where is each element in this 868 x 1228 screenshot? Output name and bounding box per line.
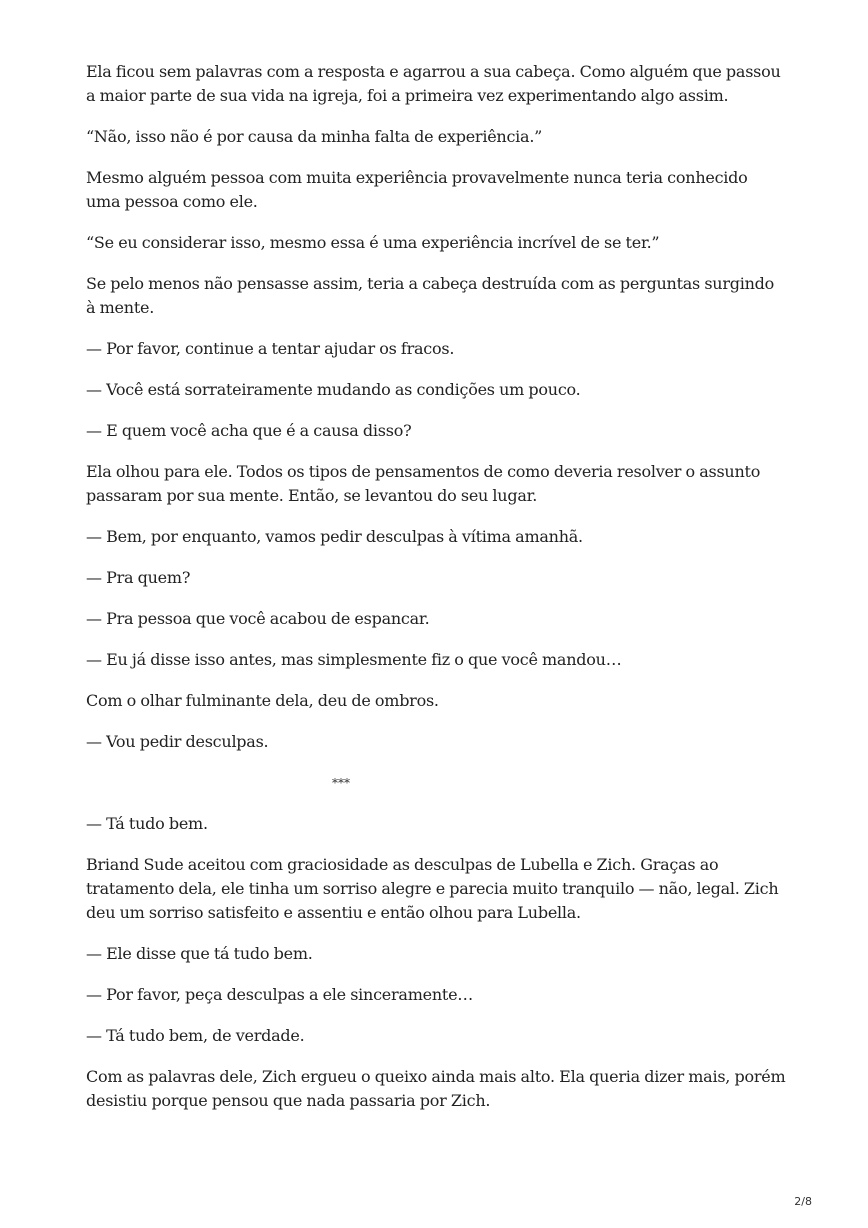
page-number: 2/8 (794, 1195, 812, 1208)
paragraph: — Bem, por enquanto, vamos pedir desculpas à vítima amanhã. (86, 527, 583, 546)
paragraph: — Eu já disse isso antes, mas simplesmente fiz o que você mandou… (86, 650, 622, 669)
paragraph: — Pra quem? (86, 568, 191, 587)
paragraph: — Tá tudo bem, de verdade. (86, 1026, 305, 1045)
paragraph: — Pra pessoa que você acabou de espancar. (86, 609, 430, 628)
paragraph: — Você está sorrateiramente mudando as condições um pouco. (86, 380, 581, 399)
paragraph: — Por favor, peça desculpas a ele sinceramente… (86, 985, 474, 1004)
paragraph: Mesmo alguém pessoa com muita experiência provavelmente nunca teria conhecido uma pessoa como ele. (86, 168, 748, 211)
paragraph: — Vou pedir desculpas. (86, 732, 269, 751)
paragraph: Briand Sude aceitou com graciosidade as desculpas de Lubella e Zich. Graças ao tratamento dela, ele tinha um sorriso alegre e parecia muito tranquilo — não, legal. Zich deu um sorriso satisfeito e assentiu e então olhou para Lubella. (86, 855, 779, 922)
section-separator: *** (332, 776, 350, 790)
paragraph: Ela olhou para ele. Todos os tipos de pensamentos de como deveria resolver o assunto passaram por sua mente. Então, se levantou do seu lugar. (86, 462, 761, 505)
paragraph: Com as palavras dele, Zich ergueu o queixo ainda mais alto. Ela queria dizer mais, porém desistiu porque pensou que nada passaria por Zich. (86, 1067, 786, 1110)
paragraph: “Se eu considerar isso, mesmo essa é uma experiência incrível de se ter.” (86, 233, 660, 252)
paragraph: — E quem você acha que é a causa disso? (86, 421, 412, 440)
paragraph: — Ele disse que tá tudo bem. (86, 944, 313, 963)
document-page (86, 60, 786, 1130)
paragraph: — Tá tudo bem. (86, 814, 208, 833)
paragraph: — Por favor, continue a tentar ajudar os fracos. (86, 339, 455, 358)
paragraph: “Não, isso não é por causa da minha falta de experiência.” (86, 127, 543, 146)
paragraph: Ela ficou sem palavras com a resposta e agarrou a sua cabeça. Como alguém que passou a maior parte de sua vida na igreja, foi a primeira vez experimentando algo assim. (86, 62, 781, 105)
paragraph: Com o olhar fulminante dela, deu de ombros. (86, 691, 439, 710)
paragraph: Se pelo menos não pensasse assim, teria a cabeça destruída com as perguntas surgindo à mente. (86, 274, 775, 317)
